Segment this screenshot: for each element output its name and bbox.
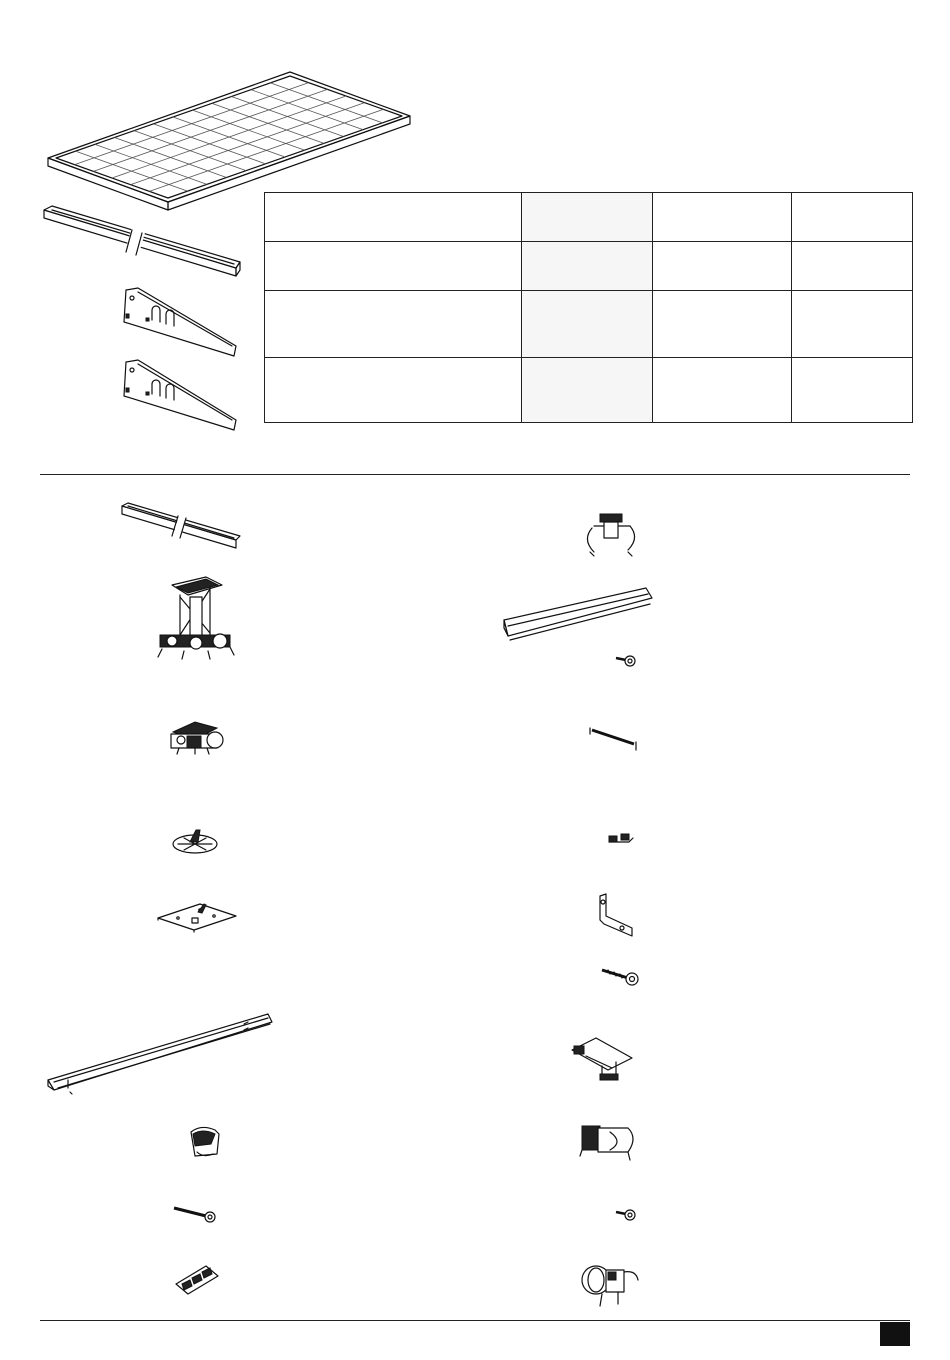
triangle-bracket-icon: [112, 356, 242, 434]
table-cell: [265, 193, 522, 242]
bar-connector-icon: [586, 724, 640, 752]
table-cell: [522, 193, 653, 242]
long-bolt-icon: [172, 1204, 218, 1224]
page-number-badge: [880, 1322, 910, 1346]
table-row: [265, 291, 913, 358]
table-cell: [265, 242, 522, 291]
table-cell: [792, 358, 913, 423]
table-cell: [653, 291, 792, 358]
table-row: [265, 193, 913, 242]
table-cell: [522, 242, 653, 291]
pipe-clamp-icon: [582, 506, 642, 558]
table-cell: [792, 193, 913, 242]
cover-profile-icon: [498, 584, 656, 648]
cover-screw-icon: [614, 650, 638, 670]
table-cell: [522, 291, 653, 358]
table-cell: [265, 291, 522, 358]
table-cell: [653, 358, 792, 423]
rail-icon: [120, 500, 240, 550]
specification-table: [264, 192, 913, 423]
footer-divider: [40, 1320, 910, 1321]
table-cell: [653, 193, 792, 242]
table-cell: [522, 358, 653, 423]
angle-bracket-icon: [592, 892, 640, 940]
tall-clamp-assembly-icon: [150, 575, 246, 670]
table-cell: [265, 358, 522, 423]
triangle-bracket-icon: [112, 284, 242, 360]
rail-bracket-icon: [566, 1034, 638, 1084]
small-screw-icon: [614, 1204, 638, 1224]
table-cell: [792, 242, 913, 291]
table-row: [265, 242, 913, 291]
small-clamp-icon: [185, 1122, 225, 1162]
mounting-rail-icon: [40, 202, 240, 282]
section-divider: [40, 474, 910, 475]
base-plate-icon: [154, 898, 240, 932]
table-row: [265, 358, 913, 423]
cable-clamp-icon: [576, 1118, 640, 1168]
round-foot-icon: [170, 826, 220, 856]
table-cell: [653, 242, 792, 291]
small-clip-icon: [605, 828, 637, 848]
table-cell: [792, 291, 913, 358]
long-channel-icon: [44, 1008, 276, 1096]
short-clamp-assembly-icon: [165, 718, 229, 758]
cable-tie-clamp-icon: [578, 1258, 644, 1310]
self-tapping-screw-icon: [600, 966, 642, 988]
grip-plate-icon: [172, 1262, 222, 1296]
